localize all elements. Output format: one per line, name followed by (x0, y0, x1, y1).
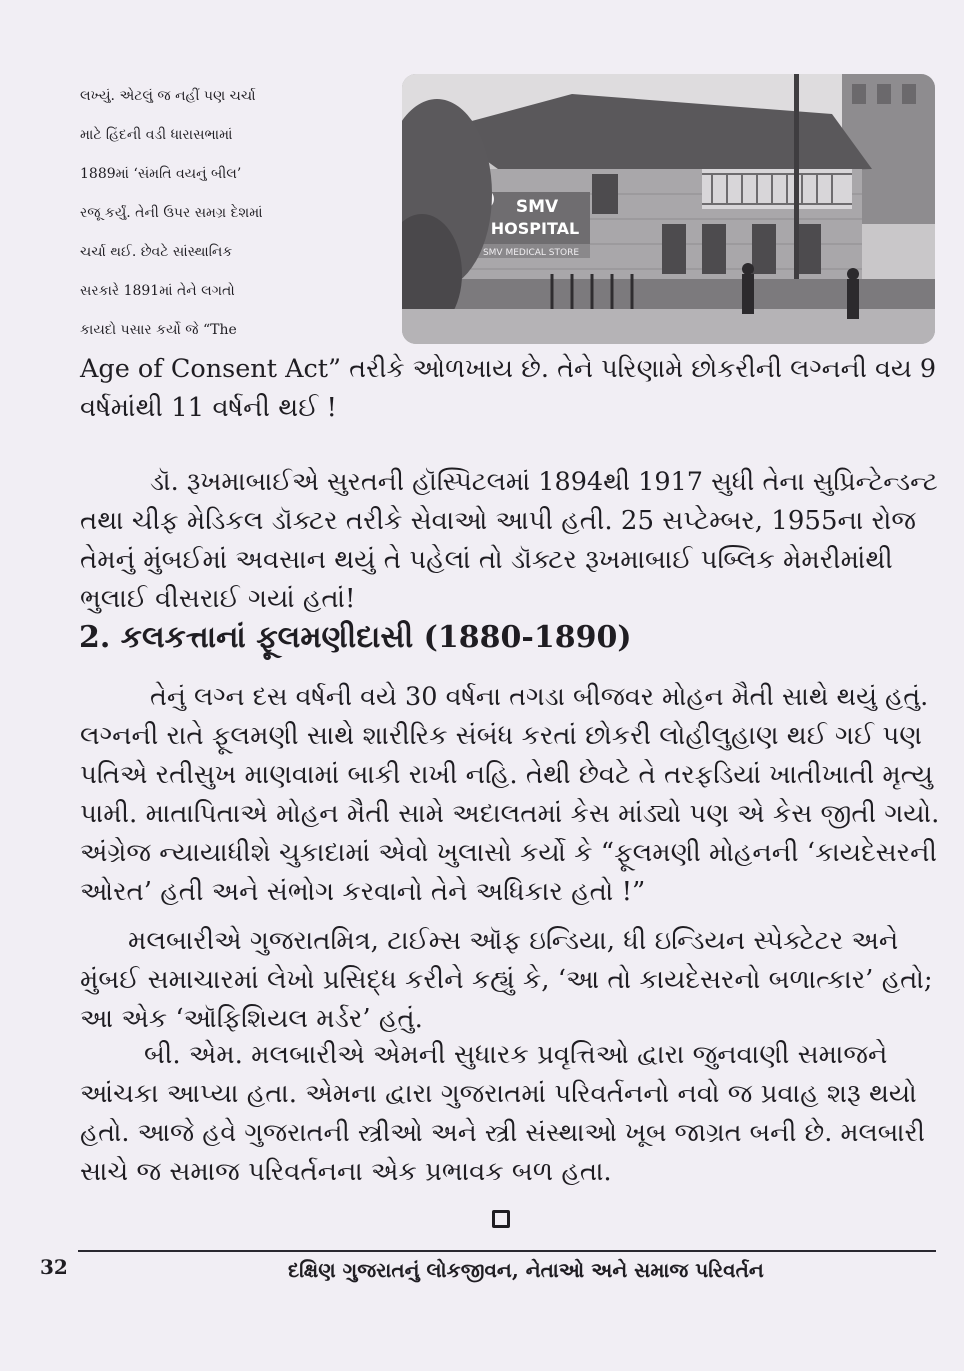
text-line: લગ્નની રાતે ફૂલમણી સાથે શારીરિક સંબંધ કરતાં છોકરી લોહીલુહાણ થઈ ગઈ પણ (80, 721, 922, 751)
footer-divider (78, 1250, 936, 1252)
text-line: Age of Consent Act” તરીકે ઓળખાય છે. તેને પરિણામે છોકરીની લગ્નની વય 9 (80, 354, 937, 384)
text-line: અંગ્રેજ ન્યાયાધીશે ચુકાદામાં એવો ખુલાસો કર્યો કે “ફૂલમણી મોહનની ‘કાયદેસરની (80, 838, 937, 868)
rukhmabai-paragraph (80, 463, 940, 619)
text-line: તેનું લગ્ન દસ વર્ષની વયે 30 વર્ષના તગડા બીજવર મોહન મૈતી સાથે થયું હતું. (150, 682, 929, 712)
text-line: સરકારે 1891માં તેને લગતો (80, 283, 235, 299)
page-number: 32 (40, 1255, 68, 1279)
conclusion-paragraph (80, 1036, 940, 1192)
text-line: 1889માં ‘સંમતિ વયનું બીલ’ (80, 166, 242, 182)
text-line: આંચકા આપ્યા હતા. એમના દ્વારા ગુજરાતમાં પરિવર્તનનો નવો જ પ્રવાહ શરૂ થયો (80, 1079, 917, 1109)
text-line: તથા ચીફ મેડિકલ ડૉક્ટર તરીકે સેવાઓ આપી હતી. 25 સપ્ટેમ્બર, 1955ના રોજ (80, 506, 917, 536)
text-line: આ એક ‘ઑફિશિયલ મર્ડર’ હતું. (80, 1004, 423, 1034)
text-line: ડૉ. રૂખમાબાઈએ સુરતની હૉસ્પિટલમાં 1894થી 1917 સુધી તેના સુપ્રિન્ટેન્ડન્ટ (150, 467, 938, 497)
text-line: માટે હિંદની વડી ધારાસભામાં (80, 127, 233, 143)
section-end-square-icon (492, 1210, 510, 1228)
medical-store-sign-text: SMV MEDICAL STORE (482, 248, 580, 258)
phulmani-paragraph (80, 678, 940, 912)
text-line: કાયદો પસાર કર્યો જે “The (80, 322, 237, 338)
text-line: તેમનું મુંબઈમાં અવસાન થયું તે પહેલાં તો ડૉક્ટર રૂખમાબાઈ પબ્લિક મેમરીમાંથી (80, 545, 893, 575)
malabari-paragraph (80, 922, 940, 1039)
text-line: ચર્ચા થઈ. છેવટે સાંસ્થાનિક (80, 244, 233, 260)
text-line: રજૂ કર્યું. તેની ઉપર સમગ્ર દેશમાં (80, 205, 263, 221)
text-line: ઓરત’ હતી અને સંભોગ કરવાનો તેને અધિકાર હતો !” (80, 877, 646, 907)
text-line: મુંબઈ સમાચારમાં લેખો પ્રસિદ્ધ કરીને કહ્યું કે, ‘આ તો કાયદેસરનો બળાત્કાર’ હતો; (80, 965, 933, 995)
book-title-footer: દક્ષિણ ગુજરાતનું લોકજીવન, નેતાઓ અને સમાજ પરિવર્તન (288, 1258, 764, 1282)
text-line: લખ્યું. એટલું જ નહીં પણ ચર્ચા (80, 88, 256, 104)
text-line: મલબારીએ ગુજરાતમિત્ર, ટાઈમ્સ ઑફ ઇન્ડિયા, ધી ઇન્ડિયન સ્પેક્ટેટર અને (128, 926, 899, 956)
text-line: હતો. આજે હવે ગુજરાતની સ્ત્રીઓ અને સ્ત્રી સંસ્થાઓ ખૂબ જાગ્રત બની છે. મલબારી (80, 1118, 925, 1148)
hospital-sign-text: HOSPITAL (490, 219, 580, 238)
text-line: સાચે જ સમાજ પરિવર્તનના એક પ્રભાવક બળ હતા. (80, 1157, 612, 1187)
text-line: પામી. માતાપિતાએ મોહન મૈતી સામે અદાલતમાં કેસ માંડ્યો પણ એ કેસ જીતી ગયો. (80, 799, 940, 829)
section-heading: 2. કલકત્તાનાં ફૂલમણીદાસી (1880-1890) (79, 620, 632, 655)
hospital-sign-text: SMV (515, 197, 559, 217)
text-line: વર્ષમાંથી 11 વર્ષની થઈ ! (80, 393, 337, 423)
text-line: પતિએ રતીસુખ માણવામાં બાકી રાખી નહિ. તેથી છેવટે તે તરફડિયાં ખાતીખાતી મૃત્યુ (80, 760, 933, 790)
text-line: ભુલાઈ વીસરાઈ ગયાં હતાં! (80, 584, 356, 614)
intro-paragraph (80, 77, 940, 428)
text-line: બી. એમ. મલબારીએ એમની સુધારક પ્રવૃત્તિઓ દ્વારા જુનવાણી સમાજને (144, 1040, 888, 1070)
